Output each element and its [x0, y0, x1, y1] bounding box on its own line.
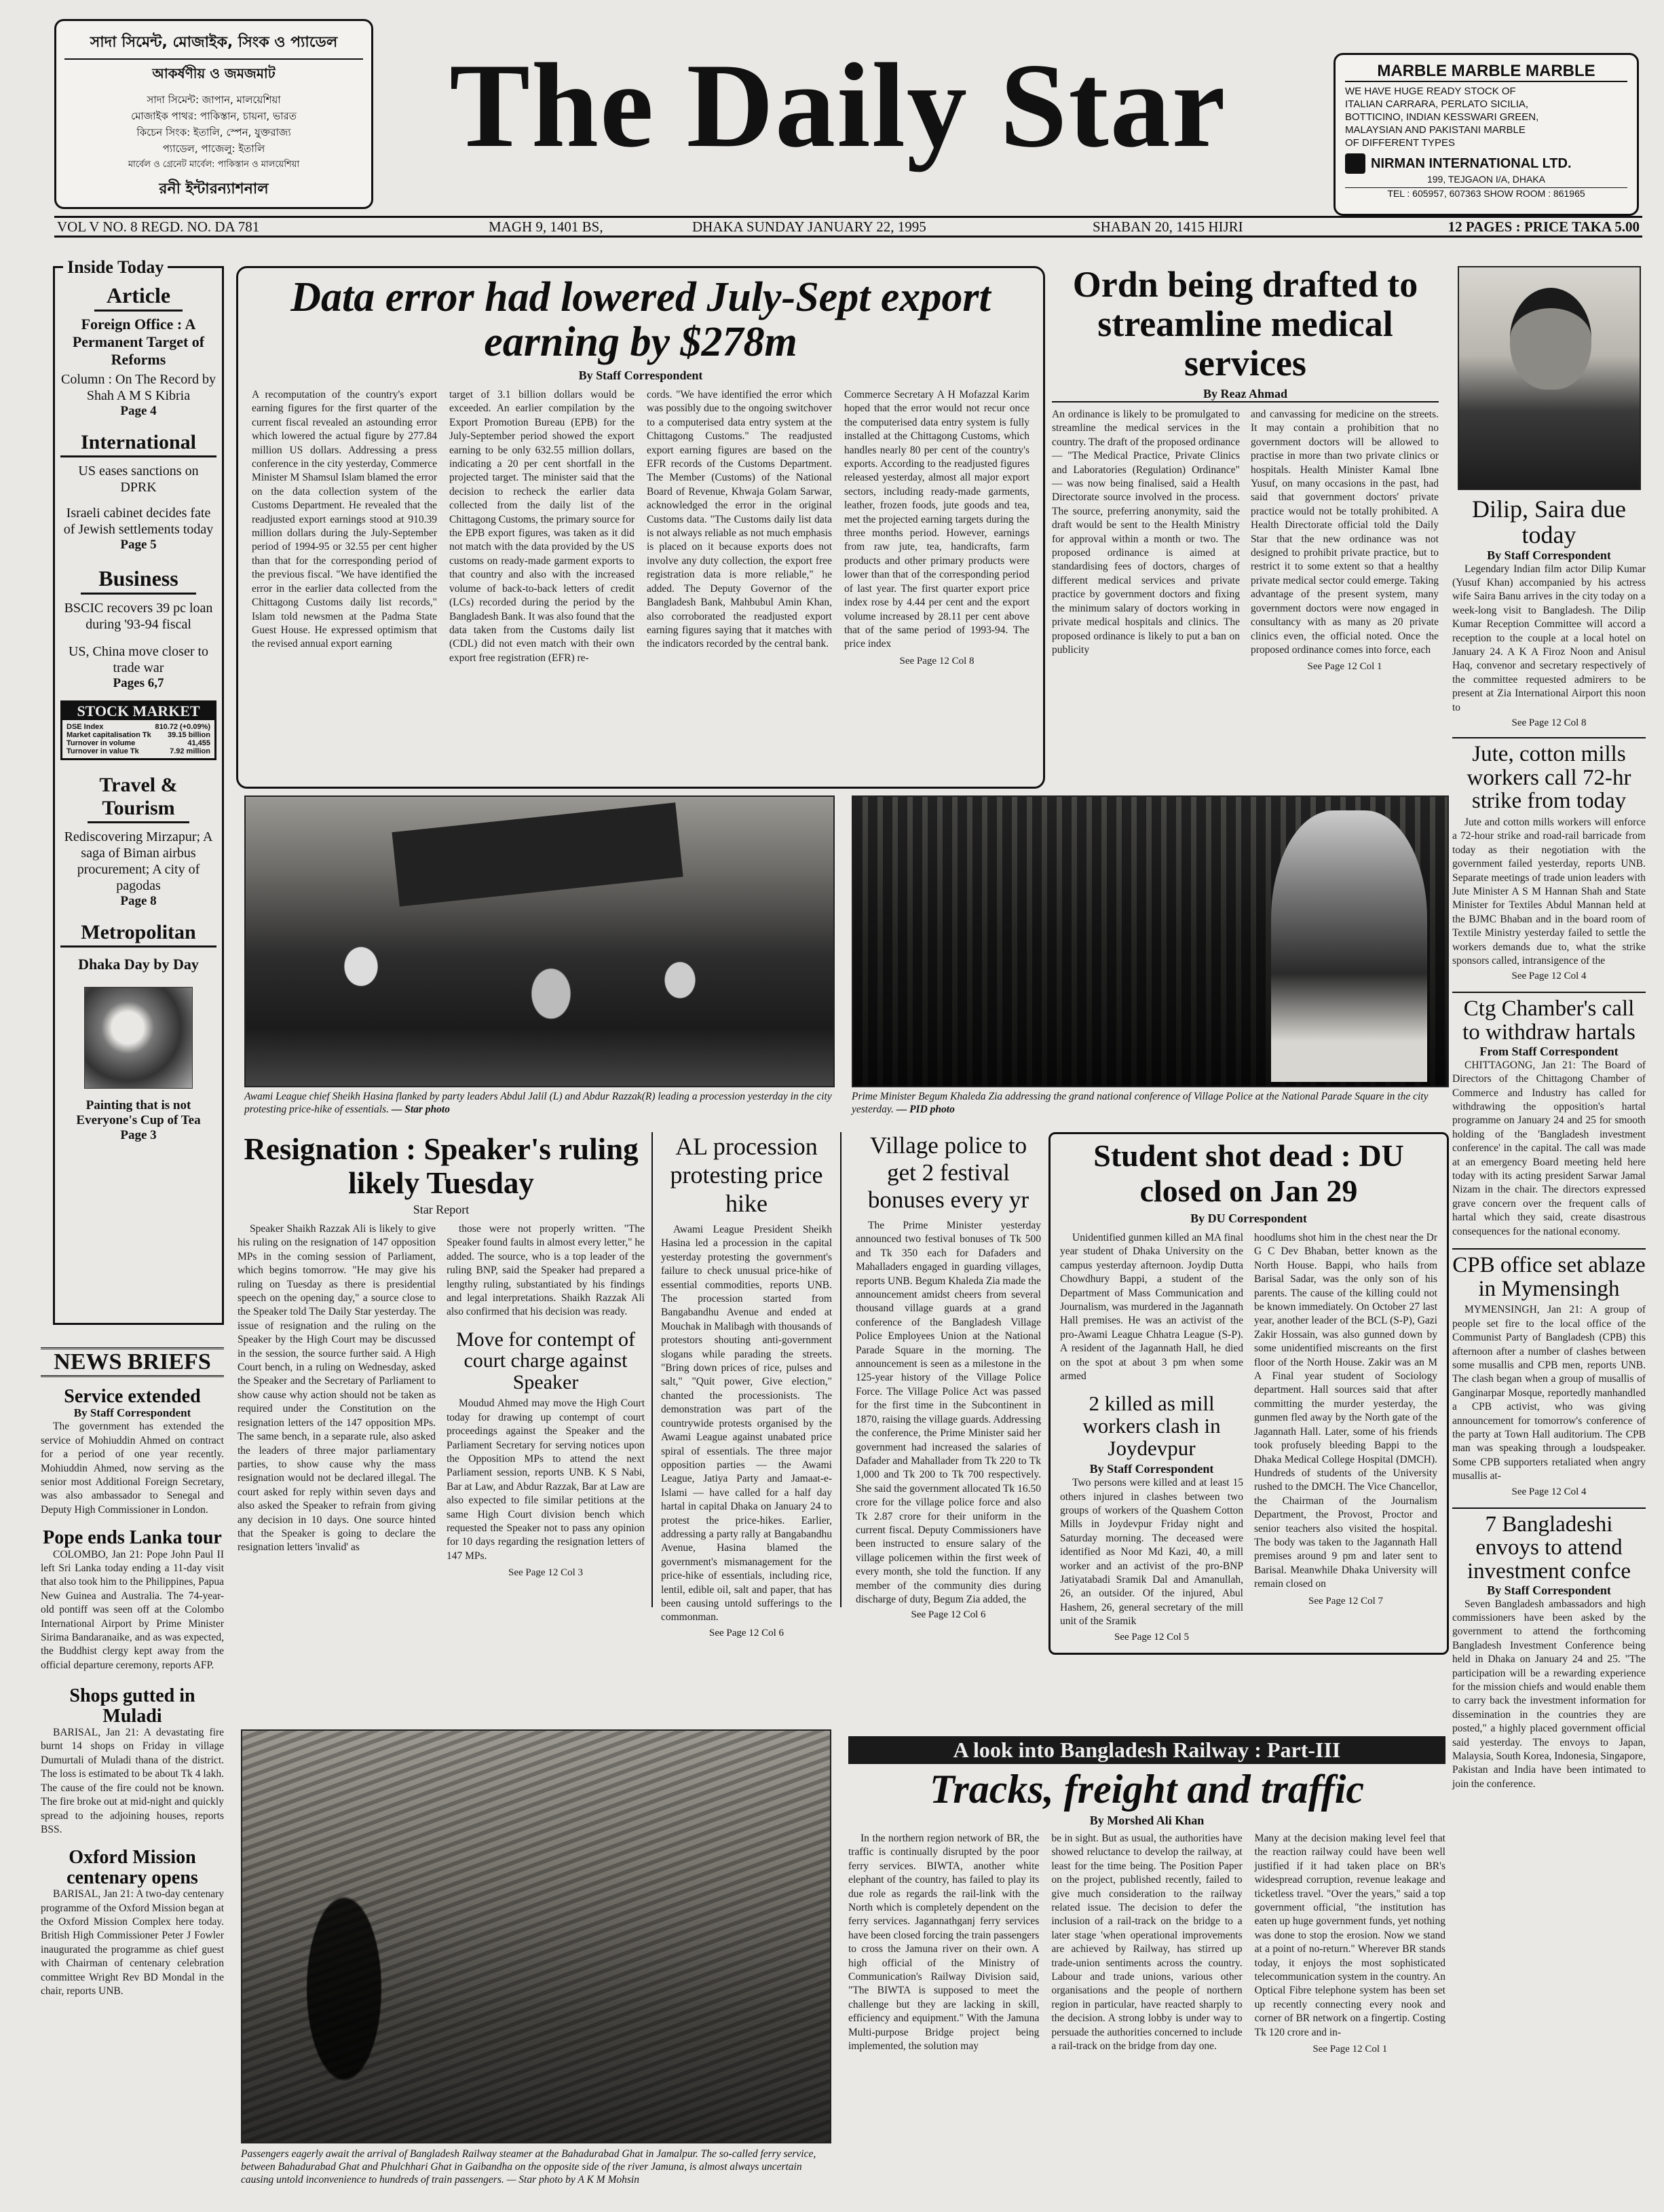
intl-item[interactable]: Israeli cabinet decides fate of Jewish settlements today	[63, 506, 214, 537]
photo-pm-figure	[1271, 810, 1427, 1082]
resignation-continued[interactable]: See Page 12 Col 3	[508, 1567, 583, 1579]
travel-page: Page 8	[120, 894, 157, 908]
lead-continued[interactable]: See Page 12 Col 8	[899, 655, 975, 667]
dilip-byline: By Staff Correspondent	[1487, 548, 1611, 562]
mill-continued[interactable]: See Page 12 Col 5	[1114, 1631, 1189, 1643]
lead-col: cords. "We have identified the error which was possibly due to the ongoing switchover to a computerised data entry system at the Chittagong Customs." The readjusted export earning figures are based on the EFR records of the Customs Department. The Member (Customs) of the National Board of Revenue, Khwaja Golam Sarwar, acknowledged the error in the original Customs data. "The Customs daily list data is not always reliable as not much emphasis is placed on it because exports does not involve any duty collection, the export free registration data is more reliable," he added. The Deputy Governor of the Bangladesh Bank, Mahbubul Amin Khan, also corroborated the readjusted export earning figures saying that it matches with the indicators recorded by the central bank.	[647, 389, 832, 650]
masthead-title: The Daily Star	[449, 38, 1227, 172]
painting-item[interactable]: Painting that is not Everyone's Cup of Tea	[76, 1098, 201, 1127]
intl-item[interactable]: US eases sanctions on DPRK	[78, 464, 199, 495]
village-headline[interactable]: Village police to get 2 festival bonuses every yr	[867, 1132, 1029, 1213]
ad-left-company: রনী ইন্টারন্যাশনাল	[159, 181, 269, 198]
ad-rony-international	[54, 19, 373, 209]
vol-info: VOL V NO. 8 REGD. NO. DA 781	[57, 219, 260, 235]
jute-body: Jute and cotton mills workers will enforce a 72-hour strike and road-rail barricade from today as their negotiation with the government failed yesterday, reports UNB. Separate meetings of trade union leaders with Jute Minister A S M Hannan Shah and State Minister for Textiles Abdul Mannan held at the BJMC Bhaban and in the board room of Textile Ministry yesterday failed to settle the workers demands due to, what the strike sponsors called, intransigence of the	[1452, 816, 1646, 967]
contempt-body: Moudud Ahmed may move the High Court today for drawing up contempt of court proceedings against the Speaker and the Parliament Secretary for serving notices upon the Opposition MPs to attend the next Parliament session, reports UNB. K S Nabi, Bar at Law, and Abdur Razzak, Bar at Law are also expected to file similar petitions at the same High Court division bench which requested the Speaker not to pass any opinion for 10 days regarding the resignation letters of 147 MPs.	[447, 1398, 645, 1562]
contempt-subhead[interactable]: Move for contempt of court charge against Speaker	[455, 1328, 636, 1393]
ctg-body: CHITTAGONG, Jan 21: The Board of Directors of the Chittagong Chamber of Commerce and Industry has called for withdrawing the opposition's hartal programme on January 24 and 25 for smooth holding of the 'Bangladesh investment conference' in the capital. The call was made at an emergency Board meeting held here today with its acting president Sarwar Jamal Nizam in the chair. The directors expressed grave concern over the frequent calls of hartal which they said, create disastrous consequences for the national economy.	[1452, 1059, 1646, 1237]
ordn-story	[1052, 265, 1439, 787]
resignation-story	[238, 1132, 645, 1607]
ad-left-line: মার্বেল ও গ্রেনেট মার্বেল: পাকিস্তান ও মালয়েশিয়া	[128, 160, 300, 170]
brief-body: COLOMBO, Jan 21: Pope John Paul II left Sri Lanka today ending a 11-day visit that also took him to the Philippines, Papua New Guinea and Australia. The 74-year-old pontiff was seen off at the Colombo International Airport by Prime Minister Sirima Bandaranaike, and as was expected, the Buddhist clergy kept away from the official departure ceremony, reports AFP.	[41, 1548, 224, 1671]
brief-body: The government has extended the service of Mohiuddin Ahmed on contract for a period of one year recently. Mohiuddin Ahmed, now serving as the senior most Additional Foreign Secretary, was also ambassador to Senegal and Deputy High Commissioner in London.	[41, 1421, 224, 1516]
ordn-col: An ordinance is likely to be promulgated to streamline the medical services in the country. The draft of the proposed ordinance — "The Medical Practice, Private Clinics and Laboratories (Regulation) Ordinance" — was now being finalised, said a Health Directorate source involved in the process. The source, preferring anonymity, said the draft would be sent to the Health Ministry for approval within a month or two. The proposed ordinance is aimed at standardising fees of doctors, charges of different medical services and private practice by government doctors and fixing the minimum salary of doctors working in private medical hospitals and clinics. The proposed ordinance is likely to put a ban on publicity	[1052, 409, 1240, 656]
metro-item[interactable]: Dhaka Day by Day	[78, 956, 199, 973]
photo-village-police	[852, 795, 1449, 1087]
stock-label: Turnover in volume	[67, 739, 136, 747]
stock-value: 39.15 billion	[168, 731, 210, 739]
section-international: International	[60, 431, 216, 457]
ad-left-line: মোজাইক পাথর: পাকিস্তান, চায়না, ভারত	[130, 110, 297, 122]
photo2-credit: — PID photo	[896, 1104, 955, 1115]
photo-banner	[392, 802, 683, 906]
lead-col: A recomputation of the country's export earning figures for the first quarter of the current fiscal revealed an astounding error which lowered the actual figure by 277.84 million US dollars. Addressing a press conference in the city yesterday, Commerce Minister M Shamsul Islam blamed the error on the data collection system of the Customs Department. He revealed that the readjusted export earnings stood at 910.39 million dollars during the July-September period of 1994-95 or 32.55 per cent higher than that for the corresponding period of the previous fiscal. "We have identified the error in the earlier data collected from the Chittagong Customs daily list records," Islam told newsmen at the Padma State Guest House. He expressed optimism that the revised annual export earning	[252, 389, 437, 650]
railway-col	[1255, 1832, 1445, 2057]
ad-right-title: MARBLE MARBLE MARBLE	[1345, 62, 1627, 82]
ordn-columns	[1052, 408, 1439, 674]
intl-page: Page 5	[120, 538, 157, 552]
dilip-portrait	[1458, 266, 1641, 490]
ad-left-line: আকর্ষণীয় ও জমজমাট	[152, 65, 276, 81]
brief-headline[interactable]: Service extended	[64, 1386, 201, 1407]
lead-columns	[252, 388, 1029, 668]
railway-columns	[848, 1832, 1445, 2057]
ad-right-address: 199, TEJGAON I/A, DHAKA	[1426, 174, 1546, 185]
resignation-byline: Star Report	[413, 1203, 470, 1216]
student-shot-box	[1048, 1132, 1449, 1655]
ad-left-line: সাদা সিমেন্ট, মোজাইক, সিংক ও প্যাডেল	[64, 31, 363, 60]
student-columns	[1060, 1231, 1437, 1643]
mill-body: Two persons were killed and at least 15 others injured in clashes between two groups of workers of the Quashem Cotton Mills in Joydevpur Friday night and Saturday morning. The deceased were identified as Noor Md Kazi, 40, a mill worker and an activist of the pro-BNP Jatiyatabadi Sramik Dal and Amanullah, 26, an outsider. Of the injured, Abul Hashem, 26, general secretary of the mill unit of the Sramik	[1060, 1477, 1243, 1628]
stock-value: 41,455	[187, 739, 210, 747]
biz-page: Pages 6,7	[113, 676, 164, 690]
news-briefs	[41, 1347, 224, 2196]
travel-item[interactable]: Rediscovering Mirzapur; A saga of Biman airbus procurement; A city of pagodas	[64, 829, 213, 893]
ad-left-line: সাদা সিমেন্ট: জাপান, মালয়েশিয়া	[147, 94, 281, 106]
dateline-bar	[54, 216, 1642, 238]
stock-market-box	[60, 700, 216, 760]
ctg-byline: From Staff Correspondent	[1479, 1044, 1619, 1058]
railway-kicker: A look into Bangladesh Railway : Part-III	[848, 1736, 1445, 1764]
dilip-continued[interactable]: See Page 12 Col 8	[1511, 717, 1587, 729]
cpb-headline[interactable]: CPB office set ablaze in Mymensingh	[1452, 1248, 1646, 1300]
hijri-date: SHABAN 20, 1415 HIJRI	[1093, 219, 1243, 235]
inside-today-title: Inside Today	[63, 257, 168, 278]
envoys-body: Seven Bangladesh ambassadors and high commissioners have been asked by the government to attend the forthcoming Bangladesh Investment Conference being held in Dhaka on January 24 and 25. "The participation will be a rewarding experience for the mission chiefs and would enable them to carry back the investment information for dissemination in the countries they are posted," a highly placed government official said yesterday. The envoys to Japan, Malaysia, South Korea, Indonesia, Singapore, Pakistan and India have been intimated to join the conference.	[1452, 1598, 1646, 1790]
stock-label: Turnover in value Tk	[67, 747, 139, 755]
dilip-headline[interactable]: Dilip, Saira due today	[1472, 495, 1626, 548]
envoys-headline[interactable]: 7 Bangladeshi envoys to attend investment confce	[1452, 1507, 1646, 1583]
photo1-credit: — Star photo	[391, 1104, 450, 1115]
resignation-headline[interactable]: Resignation : Speaker's ruling likely Tuesday	[244, 1132, 639, 1200]
stock-label: Market capitalisation Tk	[67, 731, 151, 739]
railway-story	[848, 1736, 1445, 2205]
ordn-col	[1251, 408, 1439, 674]
dilip-body: Legendary Indian film actor Dilip Kumar (Yusuf Khan) accompanied by his actress wife Saira Banu arrives in the city today on a week-long visit to Bangladesh. The Dilip Kumar Reception Committee will accord a reception to the couple at a local hotel on January 24. A K A Firoz Noon and Anisul Haq, convenor and secretary respectively of the committee requested admirers to be present at Zia International Airport this noon to	[1452, 563, 1646, 713]
stock-row	[67, 739, 210, 747]
lead-headline[interactable]: Data error had lowered July-Sept export earning by $278m	[290, 274, 991, 365]
photo1-caption-text: Awami League chief Sheikh Hasina flanked by party leaders Abdul Jalil (L) and Abdur Razzak(R) leading a procession yesterday in the city protesting price-hike of essentials.	[244, 1091, 832, 1115]
ad-right-tel: TEL : 605957, 607363 SHOW ROOM : 861965	[1345, 187, 1627, 199]
student-headline[interactable]: Student shot dead : DU closed on Jan 29	[1093, 1138, 1404, 1208]
photo3-caption: Passengers eagerly await the arrival of Bangladesh Railway steamer at the Bahadurabad Ghat in Jamalpur. The so-called ferry service, between Bahadurabad Ghat and Phulchhari Ghat in Gaibandha on the opposite side of the river Jamuna, is almost always uncertain causing untold inconvenience to hundreds of train passengers. — Star photo by A K M Mohsin	[241, 2148, 816, 2186]
mill-headline[interactable]: 2 killed as mill workers clash in Joydevpur	[1082, 1391, 1221, 1460]
stock-market-title: STOCK MARKET	[62, 702, 214, 720]
photo2-caption-text: Prime Minister Begum Khaleda Zia addressing the grand national conference of Village Police at the National Parade Square in the city yesterday.	[852, 1091, 1429, 1115]
ad-right-company	[1345, 153, 1627, 174]
section-metropolitan: Metropolitan	[60, 921, 216, 948]
brief-body: BARISAL, Jan 21: A two-day centenary programme of the Oxford Mission began at the Oxford Mission Complex here today. British High Commissioner Peter J Fowler inaugurated the programme as chief guest with Chairman of centenary celebration committee Wright Rev BD Mondal in the chair, reports UNB.	[41, 1888, 224, 1997]
ad-right-line: OF DIFFERENT TYPES	[1345, 137, 1455, 149]
cpb-body: MYMENSINGH, Jan 21: A group of people set fire to the local office of the Communist Party of Bangladesh (CPB) this afternoon after a number of clashes between some musallis and CPB men, reports UNB. The clash began when a group of musallis of Ganginarpar Mosque, reportedly manhandled a CPB activist, who was giving announcement for tomorrow's conference of the party at Town Hall auditorium. The CPB man was speaking through a loudspeaker. Some CPB supporters retaliated when angry musallis at-	[1452, 1304, 1646, 1482]
ad-right-line: MALAYSIAN AND PAKISTANI MARBLE	[1345, 124, 1526, 136]
article-title[interactable]: Foreign Office : A Permanent Target of Reforms	[72, 316, 205, 368]
brief-headline[interactable]: Pope ends Lanka tour	[43, 1527, 222, 1549]
ad-right-company-name: NIRMAN INTERNATIONAL LTD.	[1371, 155, 1572, 171]
village-continued[interactable]: See Page 12 Col 6	[911, 1609, 986, 1621]
stock-value: 810.72 (+0.09%)	[155, 723, 210, 731]
nirman-logo-icon	[1345, 153, 1365, 174]
railway-byline: By Morshed Ali Khan	[1089, 1814, 1205, 1827]
railway-continued[interactable]: See Page 12 Col 1	[1312, 2044, 1388, 2055]
village-body: The Prime Minister yesterday announced two festival bonuses of Tk 500 and Tk 350 each for Dafaders and Mahalladers engaged in guarding villages, reports UNB. Begum Khaleda Zia made the announcement amidst cheers from several thousand village guards at a grand conference of the Bangladesh Village Police Employees Union at the National Parade Square in the morning. The announcement is seen as a milestone in the 125-year history of the Village Police Force. The Village Police Act was passed for the first time in the Subcontinent in 1870, raising the village guards. Addressing the conference, the Prime Minister said her government had increased the salaries of Dafader and Mahallader from Tk 220 to Tk 1,000 and Tk 200 to Tk 700 respectively. She said the government allocated Tk 16.50 crore for the village police force and also Tk 2.87 crore for their uniform in the current fiscal. Deputy Commissioners have been instructed to ensure salary of the village policemen within the first week of every month, she told the function. If any member of the community dies during discharge of duty, Begum Zia added, the	[856, 1220, 1041, 1605]
resignation-col: Speaker Shaikh Razzak Ali is likely to give his ruling on the resignation of 147 opposition MPs in the coming session of Parliament, which begins tomorrow. "He may give his ruling on Tuesday as there is presidential speech on the opening day," a source close to the Speaker told The Daily Star yesterday. The issue of resignation and the ruling on the Speaker by the High Court may be discussed in the session, the source further said. A High Court bench, in a ruling on Wednesday, asked the Speaker and the Secretary of Parliament to show cause why action should not be taken as required under the Constitution on the resignation letters of the 147 opposition MPs. The same bench, in a separate rule, also asked the leaders of three major parliamentary parties, to show cause why the mass resignation would not be declared illegal. The court asked for reply within seven days and also asked the Speaker to refrain from giving any decision in 10 days. One source hinted that the Speaker is going to declare the resignation letters 'invalid' as	[238, 1223, 436, 1554]
ctg-headline[interactable]: Ctg Chamber's call to withdraw hartals	[1452, 992, 1646, 1044]
resignation-col	[447, 1222, 645, 1580]
al-procession-story	[651, 1132, 842, 1638]
ordn-continued[interactable]: See Page 12 Col 1	[1307, 661, 1382, 673]
ad-left-line: কিচেন সিংক: ইতালি, স্পেন, যুক্তরাজ্য	[136, 126, 291, 138]
ad-right-line: BOTTICINO, INDIAN KESSWARI GREEN,	[1345, 111, 1539, 123]
envoys-byline: By Staff Correspondent	[1487, 1583, 1611, 1597]
stock-rows	[62, 720, 214, 758]
lead-byline: By Staff Correspondent	[578, 369, 703, 382]
biz-item[interactable]: US, China move closer to trade war	[68, 644, 209, 675]
ad-nirman-marble	[1334, 53, 1639, 216]
student-col-left	[1060, 1231, 1243, 1643]
ordn-col-text: and canvassing for medicine on the streets. It may contain a prohibition that no government doctors will be allowed to practise in more than two private clinics or hospitals. Health Minister Kamal Ibne Yusuf, on many occasions in the past, had said that government doctors' private practice would not be totally prohibited. A Health Directorate official told the Daily Star that the new ordinance was not designed to prohibit private practice, but to restrict it to some extent so that a healthy private medical sector could emerge. Taking advantage of the present system, many government doctors were now engaged in consultancy with as many as 20 private clinics even, the official noted. Once the proposed ordinance comes into force, each	[1251, 409, 1439, 656]
ad-left-line: প্যাডেল, পাজেলু: ইতালি	[162, 143, 265, 155]
article-note: Column : On The Record by Shah A M S Kibria	[61, 372, 216, 403]
student-col: Unidentified gunmen killed an MA final year student of Dhaka University on the campus yesterday afternoon. Joydip Dutta Chowdhury Bappi, a student of the Department of Mass Communication and Journalism, was murdered in the Jagannath Hall premises. He was an activist of the pro-Awami League Chhatra League (S-P). A resident of the Jagannath Hall, he died on the spot at about 3 pm when some armed	[1060, 1232, 1243, 1383]
brief-body: BARISAL, Jan 21: A devastating fire burnt 14 shops on Friday in village Dumurtali of Muladi thana of the district. The loss is estimated to be about Tk 4 lakh. The cause of the fire could not be known. The fire broke out at mid-night and quickly spread to the adjoining houses, reports BSS.	[41, 1727, 224, 1835]
lead-col	[844, 388, 1029, 668]
lead-col: target of 3.1 billion dollars would be exceeded. An earlier compilation by the Export Promotion Bureau (EPB) for the July-September period showed the export earning to be only 632.55 million dollars, indicating a 20 per cent shortfall in the projected target. The minister said that the decision to recheck the earlier data collected from the daily list of the Chittagong Customs, the primary source for the EPB export figures, was taken as it did not match with the data provided by the US customs on ready-made garment exports to that country and also with the increased volume of back-to-back letters of credit (LCs) recorded during the period by the Bangladesh Bank. It was also found that the data taken from the Customs daily list (CDL) did not even match with their own export free registration (EFR) re-	[449, 389, 635, 664]
student-col-right	[1254, 1231, 1437, 1643]
stock-row	[67, 731, 210, 739]
al-headline[interactable]: AL procession protesting price hike	[670, 1133, 823, 1217]
railway-headline[interactable]: Tracks, freight and traffic	[930, 1767, 1364, 1812]
brief-byline: By Staff Correspondent	[73, 1406, 191, 1420]
jute-continued[interactable]: See Page 12 Col 4	[1511, 971, 1587, 982]
right-column	[1452, 266, 1646, 2194]
ad-right-line: ITALIAN CARRARA, PERLATO SICILIA,	[1345, 98, 1529, 110]
railway-col: In the northern region network of BR, the traffic is continually disrupted by the poor ferry services. BIWTA, another white elephant of the country, has failed to play its due role as regards the rail-link with the North which is completely dependent on the ferry services. Jagannathganj ferry services have been closed forcing the train passengers to cross the Jamuna river on their own. A high official of the Ministry of Communication's Railway Division said, "The BIWTA is supposed to meet the challenge but they are lacking in skill, efficiency and equipment." With the Jamuna Multi-purpose Bridge project being implemented, the solution may	[848, 1833, 1040, 2052]
railway-col: be in sight. But as usual, the authorities have showed reluctance to develop the railway, at least for the time being. The Position Paper on the project, published recently, failed to give much consideration to the railway related issue. The decision to defer the inclusion of a rail-track on the bridge to a later stage 'when operational improvements are achieved by Railway, has stirred up trade-union sentiments across the country. Labour and trade unions, various other organisations and the people of northern region in particular, have reacted sharply to the decision. A strong lobby is under way to persuade the authorities concerned to include a rail-track on the bridge from day one.	[1051, 1833, 1243, 2052]
mill-byline: By Staff Correspondent	[1089, 1462, 1214, 1476]
resignation-columns	[238, 1222, 645, 1580]
lead-col-text: Commerce Secretary A H Mofazzal Karim hoped that the error would not recur once the computerised data entry system is fully installed at the Chittagong Customs, which handles nearly 80 per cent of the country's exports. According to the readjusted figures released yesterday, almost all major export sectors, including ready-made garments, leather, frozen foods, jute goods and tea, met the projected earning targets during the three months period. However, earnings from raw jute, tea, handicrafts, farm products and other primary products were lower than that of the corresponding period of last year. The first quarter export price index rose by 4.44 per cent and the export volume increased by 28.11 per cent above that of the same period of 1993-94. The price index	[844, 389, 1029, 650]
ordn-byline: By Reaz Ahmad	[1052, 387, 1439, 402]
news-briefs-title: NEWS BRIEFS	[41, 1347, 224, 1377]
brief-headline[interactable]: Oxford Mission centenary opens	[67, 1847, 198, 1888]
price: 12 PAGES : PRICE TAKA 5.00	[1448, 219, 1640, 235]
al-body: Awami League President Sheikh Hasina led a procession in the capital yesterday protesting the government's failure to check unusual price-hike of essential commodities, reports UNB. The procession started from Bangabandhu Avenue and ended at Mouchak in Malibagh with thousands of protestors shouting anti-government slogans while parading the streets. "Bring down prices of rice, pulses and salt," "Quit power, Give election," chanted the processionists. The demonstration was part of the countrywide protests organised by the Awami League against unabated price spiral of essentials. The three major opposition parties — the Awami League, Jatiya Party and Jamaat-e-Islami — have called for a half day hartal in capital Dhaka on January 24 to protest the price-hikes. Earlier, addressing a party rally at Bangabandhu Avenue, Hasina blamed the government's mismanagement for the price-hike of essentials, including rice, lentil, edible oil, salt and paper, that has been causing untold sufferings to the commonman.	[661, 1224, 832, 1624]
english-date: DHAKA SUNDAY JANUARY 22, 1995	[692, 219, 926, 235]
student-continued[interactable]: See Page 12 Col 7	[1308, 1595, 1383, 1607]
section-travel: Travel & Tourism	[88, 774, 189, 823]
al-continued[interactable]: See Page 12 Col 6	[709, 1627, 784, 1638]
painting-thumbnail	[84, 987, 193, 1089]
article-page: Page 4	[120, 404, 157, 418]
ordn-headline[interactable]: Ordn being drafted to streamline medical services	[1072, 264, 1418, 383]
stock-row	[67, 747, 210, 755]
brief-headline[interactable]: Shops gutted in Muladi	[69, 1685, 195, 1727]
railway-col-text: Many at the decision making level feel that the reaction railway could have been well justified if it had taken place on BR's widespread corruption, revenue leakage and ticketless travel. "Over the years," said a top government official, "the institution has eaten up huge government funds, yet nothing was done to stop the erosion. Now we stand at a point of no-return." Wherever BR stands today, it enjoys the most sophisticated telecommunication system in the country. An Optical Fibre telephone system has been set up recently connecting every nook and corner of BR network on a fingertip. Costing Tk 120 crore and in-	[1254, 1833, 1445, 2038]
photo-hasina-procession	[244, 795, 835, 1087]
student-col: hoodlums shot him in the chest near the Dr G C Dev Bhaban, better known as the North House. Bappi, who hails from Barisal Sadar, was the only son of his parents. The cause of the killing could not be known immediately. On October 27 last year, another leader of the BCL (S-P), Gazi Zakir Hossain, was also gunned down by some unidentified miscreants on the first floor of the North House. Zakir was an M A Final year student of Sociology department. Hall sources said that after committing the murder yesterday, the gunmen fled away by the North gate of the Jagannath Hall. Later, some of his friends took profusely bleeding Bappi to the Dhaka Medical College Hospital (DMCH). Hundreds of students of the University rushed to the DMCH. The Vice Chancellor, the Chairman of the Journalism Department, the Provost, Proctor and senior teachers also visited the hospital. The body was taken to the Jagannath Hall premises around 9 pm and later sent to Barisal. Meanwhile Dhaka University will remain closed on	[1254, 1232, 1437, 1590]
inside-today-box	[53, 257, 224, 1325]
village-police-story	[852, 1132, 1045, 1621]
photo2-caption	[852, 1090, 1449, 1116]
cpb-continued[interactable]: See Page 12 Col 4	[1511, 1486, 1587, 1497]
lead-story-box	[236, 266, 1045, 789]
student-byline: By DU Correspondent	[1190, 1212, 1307, 1225]
section-article: Article	[94, 283, 183, 312]
ad-right-line: WE HAVE HUGE READY STOCK OF	[1345, 86, 1516, 97]
dilip-portrait-face	[1510, 288, 1591, 390]
section-business: Business	[81, 566, 196, 595]
photo-bahadurabad-ghat	[241, 1729, 831, 2143]
resignation-col-text: those were not properly written. "The Speaker found faults in almost every letter," he added. The source, who is a top leader of the ruling BNP, said the Speaker had prepared a lengthy ruling, substantiated by his findings and legal interpretations. Shaikh Razzak Ali also confirmed that his decision was ready.	[447, 1223, 645, 1318]
bengali-date: MAGH 9, 1401 BS,	[489, 219, 603, 235]
jute-headline[interactable]: Jute, cotton mills workers call 72-hr strike from today	[1452, 737, 1646, 813]
biz-item[interactable]: BSCIC recovers 39 pc loan during '93-94 fiscal	[64, 601, 213, 632]
photo1-caption	[244, 1090, 835, 1116]
stock-value: 7.92 million	[170, 747, 210, 755]
stock-row	[67, 723, 210, 731]
stock-label: DSE Index	[67, 723, 104, 731]
painting-page: Page 3	[120, 1128, 157, 1142]
